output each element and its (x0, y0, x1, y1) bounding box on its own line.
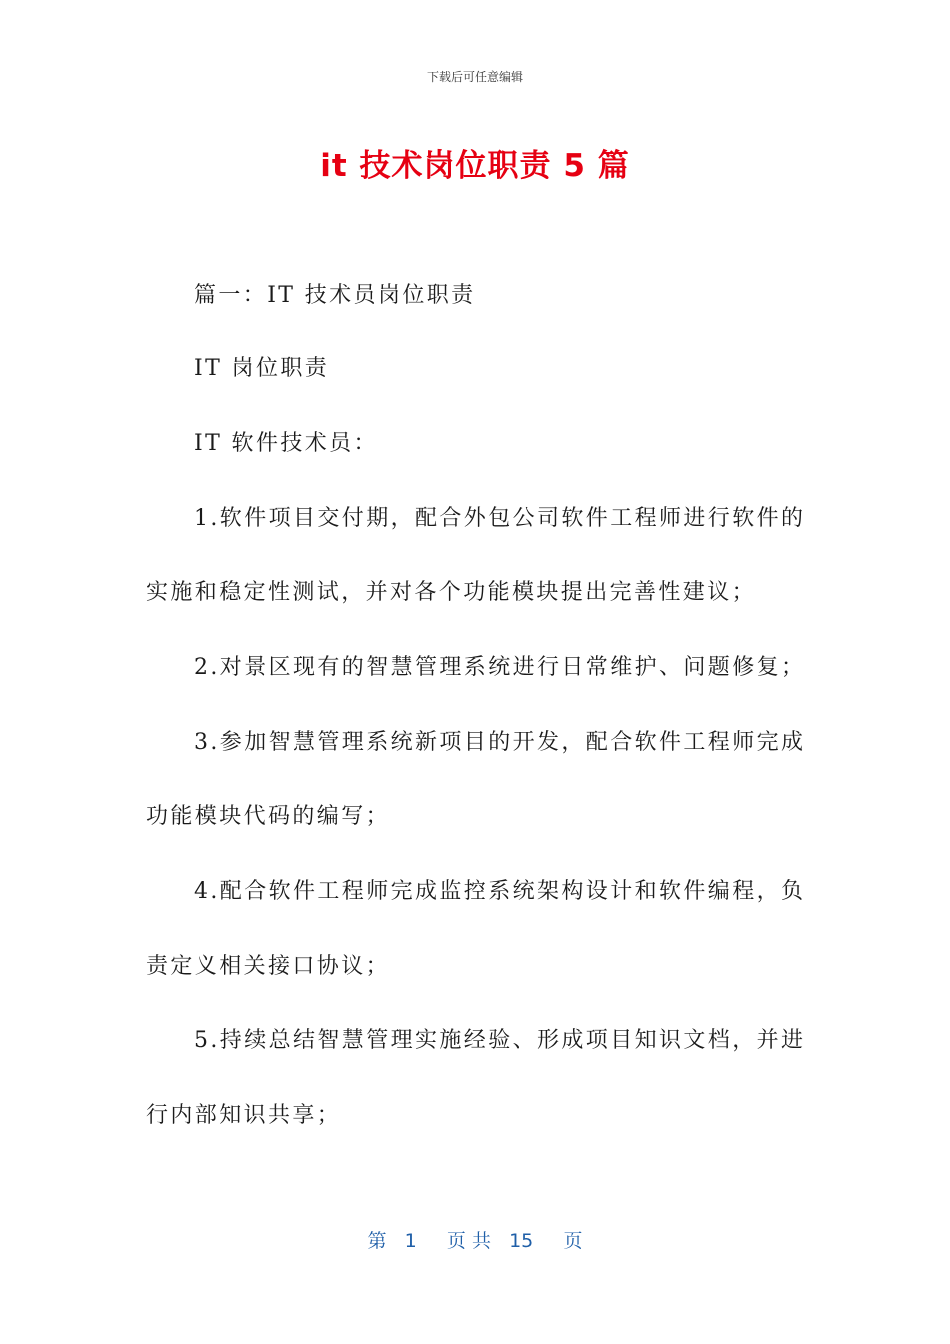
paragraph-line: 3.参加智慧管理系统新项目的开发，配合软件工程师完成 (194, 730, 806, 755)
paragraph-line: IT 软件技术员： (194, 431, 378, 456)
page-footer: 第 1 页 共 15 页 (367, 1230, 583, 1252)
paragraph-line: 功能模块代码的编写； (146, 804, 391, 829)
paragraph-line: IT 岗位职责 (194, 356, 330, 381)
document-title: it 技术岗位职责 5 篇 (320, 148, 630, 184)
section-heading: 篇一：IT 技术员岗位职责 (194, 283, 476, 308)
paragraph-line: 2.对景区现有的智慧管理系统进行日常维护、问题修复； (194, 655, 806, 680)
paragraph-line: 5.持续总结智慧管理实施经验、形成项目知识文档，并进 (194, 1028, 806, 1053)
paragraph-line: 实施和稳定性测试，并对各个功能模块提出完善性建议； (146, 580, 757, 605)
header-note: 下载后可任意编辑 (426, 70, 523, 84)
paragraph-line: 1.软件项目交付期，配合外包公司软件工程师进行软件的 (194, 506, 806, 531)
paragraph-line: 行内部知识共享； (146, 1103, 342, 1128)
paragraph-line: 责定义相关接口协议； (146, 954, 391, 979)
paragraph-line: 4.配合软件工程师完成监控系统架构设计和软件编程，负 (194, 879, 806, 904)
